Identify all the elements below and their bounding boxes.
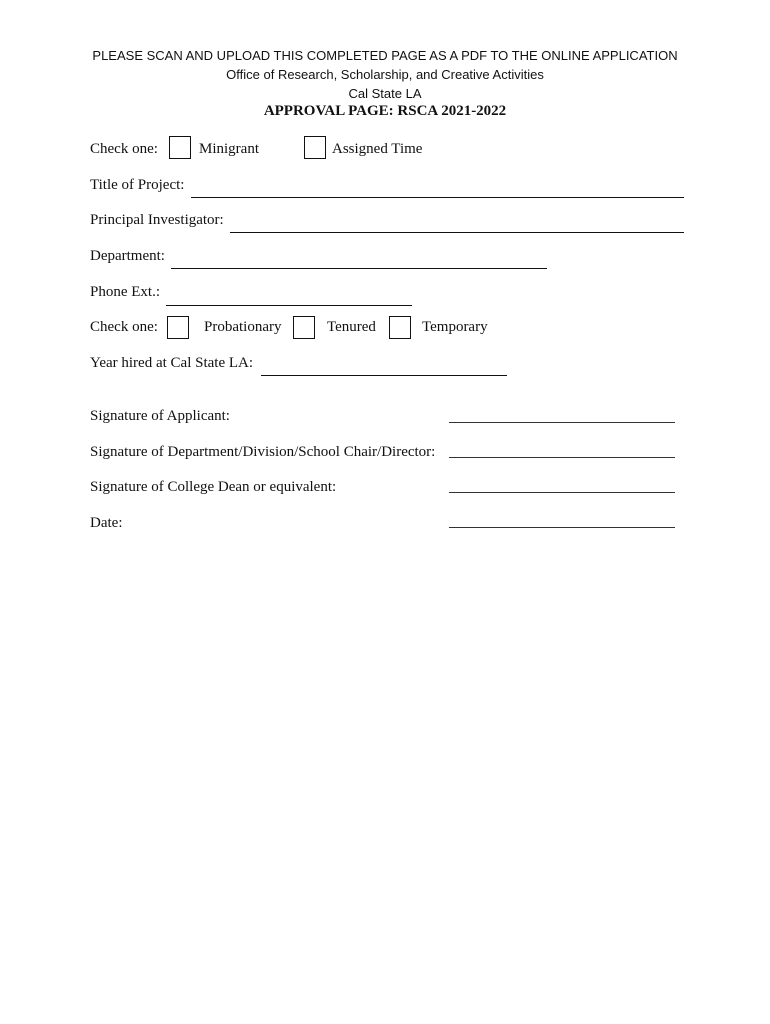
principal-investigator-label: Principal Investigator: — [90, 212, 224, 228]
date-label: Date: — [90, 515, 123, 531]
page-title: APPROVAL PAGE: RSCA 2021-2022 — [263, 103, 507, 119]
university-name: Cal State LA — [348, 86, 422, 101]
office-name: Office of Research, Scholarship, and Creative Activities — [226, 67, 544, 82]
applicant-signature-label: Signature of Applicant: — [90, 408, 230, 424]
chair-signature-line[interactable] — [449, 457, 675, 458]
dean-signature-line[interactable] — [449, 492, 675, 493]
department-field[interactable] — [171, 268, 547, 269]
principal-investigator-field[interactable] — [230, 232, 684, 233]
phone-ext-label: Phone Ext.: — [90, 284, 160, 300]
minigrant-checkbox[interactable] — [169, 136, 191, 159]
assigned-time-checkbox[interactable] — [304, 136, 326, 159]
department-label: Department: — [90, 248, 165, 264]
assigned-time-label: Assigned Time — [332, 141, 423, 157]
title-of-project-field[interactable] — [191, 197, 684, 198]
temporary-checkbox[interactable] — [389, 316, 411, 339]
temporary-label: Temporary — [422, 319, 488, 335]
status-check-label: Check one: — [90, 319, 158, 335]
date-line[interactable] — [449, 527, 675, 528]
year-hired-label: Year hired at Cal State LA: — [90, 355, 254, 371]
tenured-checkbox[interactable] — [293, 316, 315, 339]
minigrant-label: Minigrant — [199, 141, 259, 157]
probationary-label: Probationary — [204, 319, 282, 335]
year-hired-field[interactable] — [261, 375, 507, 376]
tenured-label: Tenured — [327, 319, 376, 335]
title-of-project-label: Title of Project: — [90, 177, 185, 193]
dean-signature-label: Signature of College Dean or equivalent: — [90, 479, 337, 495]
applicant-signature-line[interactable] — [449, 422, 675, 423]
chair-signature-label: Signature of Department/Division/School Chair/Director: — [90, 444, 436, 460]
upload-instruction: PLEASE SCAN AND UPLOAD THIS COMPLETED PAGE AS A PDF TO THE ONLINE APPLICATION — [92, 48, 678, 63]
probationary-checkbox[interactable] — [167, 316, 189, 339]
type-check-label: Check one: — [90, 141, 158, 157]
phone-ext-field[interactable] — [166, 305, 412, 306]
